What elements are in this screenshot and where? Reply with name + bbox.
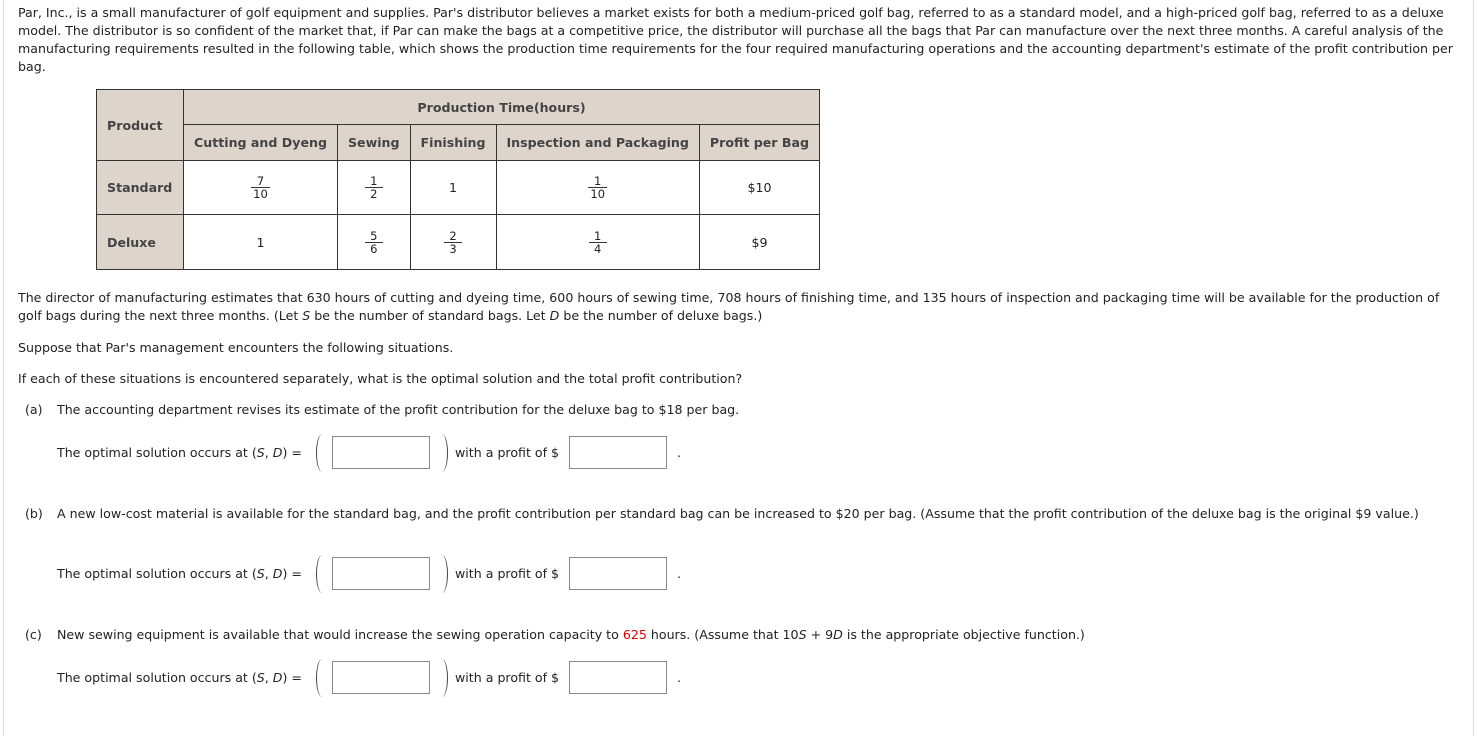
fraction: $\frac{2}{3}$ bbox=[444, 230, 462, 255]
profit-label: with a profit of $ bbox=[455, 445, 560, 460]
fraction: $\frac{5}{6}$ bbox=[365, 230, 383, 255]
left-paren bbox=[316, 659, 328, 697]
standard-sewing bbox=[337, 161, 410, 215]
profit-input-a[interactable] bbox=[569, 436, 667, 469]
answer-row-c bbox=[57, 659, 697, 699]
right-paren bbox=[436, 555, 448, 593]
availability-paragraph: The director of manufacturing estimates that 630 hours of cutting and dyeing time, 600 hours of sewing time, 708 hours of finishing time, and 135 hours of inspection and packaging time will be available for the production of golf bags during the next three months. (Let S be the number of standard bags. Let D be the number of deluxe bags.) bbox=[18, 290, 1440, 323]
period: . bbox=[677, 566, 682, 581]
profit-label: with a profit of $ bbox=[455, 670, 560, 685]
question-paragraph: If each of these situations is encountered separately, what is the optimal solution and the total profit contribution? bbox=[18, 371, 743, 386]
profit-input-b[interactable] bbox=[569, 557, 667, 590]
fraction: $\frac{1}{4}$ bbox=[589, 230, 607, 255]
table-row bbox=[97, 161, 820, 215]
answer-prompt: The optimal solution occurs at (S, D) = bbox=[57, 445, 302, 460]
standard-cutting bbox=[184, 161, 338, 215]
answer-row-b bbox=[57, 555, 697, 595]
col-finishing: Finishing bbox=[410, 125, 496, 161]
deluxe-finishing bbox=[410, 215, 496, 270]
standard-profit: $10 bbox=[699, 161, 819, 215]
production-time-header: Production Time(hours) bbox=[184, 90, 820, 125]
row-standard: Standard bbox=[97, 161, 184, 215]
deluxe-cutting: 1 bbox=[184, 215, 338, 270]
period: . bbox=[677, 445, 682, 460]
left-paren bbox=[316, 555, 328, 593]
col-profit: Profit per Bag bbox=[699, 125, 819, 161]
answer-row-a bbox=[57, 434, 697, 474]
profit-input-c[interactable] bbox=[569, 661, 667, 694]
question-label: (a) bbox=[25, 402, 43, 417]
highlighted-value: 625 bbox=[622, 627, 647, 642]
fraction: $\frac{1}{10}$ bbox=[590, 174, 606, 201]
question-text: A new low-cost material is available for the standard bag, and the profit contribution per standard bag can be increased to $20 per bag. (Assume that the profit contribution of the deluxe bag is the original $9 value.) bbox=[57, 506, 1419, 521]
question-text: The accounting department revises its estimate of the profit contribution for the deluxe bag to $18 per bag. bbox=[57, 402, 740, 417]
left-paren bbox=[316, 434, 328, 472]
col-cutting: Cutting and Dyeng bbox=[184, 125, 338, 161]
table-row bbox=[97, 215, 820, 270]
row-deluxe: Deluxe bbox=[97, 215, 184, 270]
standard-inspection bbox=[496, 161, 699, 215]
deluxe-sewing bbox=[337, 215, 410, 270]
question-label: (b) bbox=[25, 506, 43, 521]
deluxe-profit: $9 bbox=[699, 215, 819, 270]
col-inspection: Inspection and Packaging bbox=[496, 125, 699, 161]
intro-paragraph: Par, Inc., is a small manufacturer of golf equipment and supplies. Par's distributor believes a market exists for both a medium-priced golf bag, referred to as a standard model, and a high-priced golf bag, referred to as a deluxe model. The distributor is so confident of the market that, if Par can make the bags at a competitive price, the distributor will purchase all the bags that Par can manufacture over the next three months. A careful analysis of the manufacturing requirements resulted in the following table, which shows the production time requirements for the four required manufacturing operations and the accounting department's estimate of the profit contribution per bag. bbox=[18, 5, 1453, 74]
answer-prompt: The optimal solution occurs at (S, D) = bbox=[57, 566, 302, 581]
period: . bbox=[677, 670, 682, 685]
standard-finishing: 1 bbox=[410, 161, 496, 215]
question-text: New sewing equipment is available that would increase the sewing operation capacity to 625 hours. (Assume that 10S + 9D is the appropriate objective function.) bbox=[57, 627, 1085, 642]
fraction: $\frac{7}{10}$ bbox=[253, 174, 268, 201]
fraction: $\frac{1}{2}$ bbox=[365, 175, 383, 200]
question-label: (c) bbox=[25, 627, 42, 642]
solution-input-c[interactable] bbox=[332, 661, 430, 694]
deluxe-inspection bbox=[496, 215, 699, 270]
product-header: Product bbox=[97, 90, 184, 161]
production-table bbox=[96, 89, 820, 270]
solution-input-a[interactable] bbox=[332, 436, 430, 469]
answer-prompt: The optimal solution occurs at (S, D) = bbox=[57, 670, 302, 685]
situations-paragraph: Suppose that Par's management encounters the following situations. bbox=[18, 340, 454, 355]
right-paren bbox=[436, 659, 448, 697]
col-sewing: Sewing bbox=[337, 125, 410, 161]
profit-label: with a profit of $ bbox=[455, 566, 560, 581]
solution-input-b[interactable] bbox=[332, 557, 430, 590]
right-paren bbox=[436, 434, 448, 472]
